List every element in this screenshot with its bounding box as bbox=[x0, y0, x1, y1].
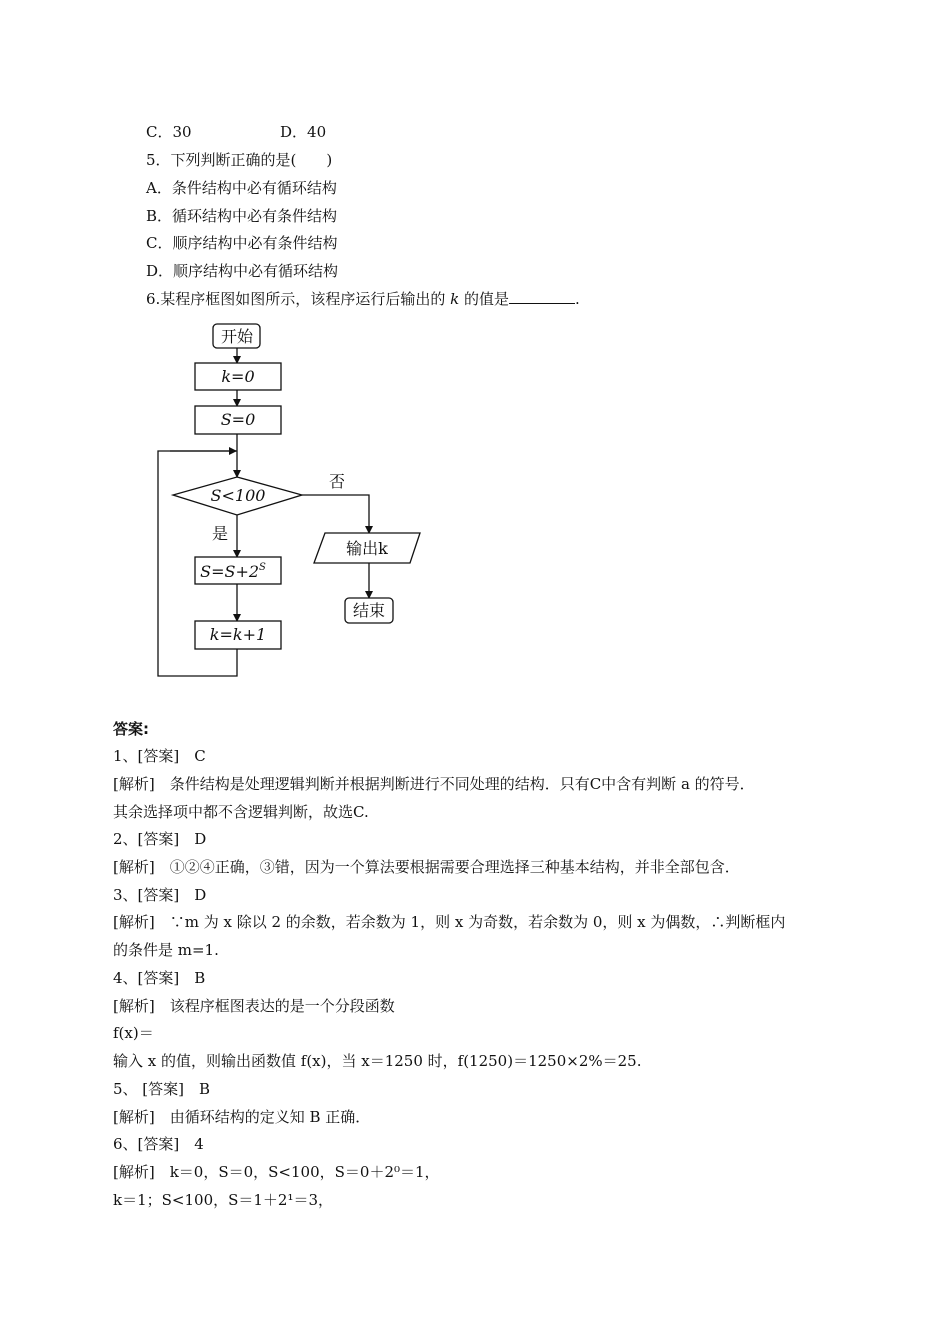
explain-1-line-2: 其余选择项中都不含逻辑判断，故选C. bbox=[113, 803, 369, 821]
explain-3-line-2: 的条件是 m=1. bbox=[113, 941, 219, 959]
answer-4: 4、[答案] B bbox=[113, 969, 206, 987]
explain-4-line-1: [解析] 该程序框图表达的是一个分段函数 bbox=[113, 997, 395, 1015]
q5-option-b: B．循环结构中必有条件结构 bbox=[146, 207, 338, 225]
init-s-label: S=0 bbox=[220, 410, 256, 429]
no-branch-line bbox=[302, 495, 369, 533]
explain-6-line-2: k＝1；S<100，S＝1＋2¹＝3， bbox=[113, 1191, 334, 1209]
q5-option-c: C．顺序结构中必有条件结构 bbox=[146, 234, 338, 252]
q6-end: . bbox=[575, 290, 580, 308]
q5-stem: 5．下列判断正确的是( ) bbox=[146, 151, 333, 169]
end-label: 结束 bbox=[352, 601, 386, 620]
update-s-text: S=S+2 bbox=[200, 562, 260, 581]
condition-label: S<100 bbox=[210, 486, 266, 505]
explain-2: [解析] ①②④正确，③错，因为一个算法要根据需要合理选择三种基本结构，并非全部包含． bbox=[113, 858, 740, 876]
exponent-s: S bbox=[259, 562, 266, 573]
output-label: 输出k bbox=[346, 539, 388, 558]
answer-6: 6、[答案] 4 bbox=[113, 1135, 204, 1153]
explain-3-line-1: [解析] ∵m 为 x 除以 2 的余数，若余数为 1，则 x 为奇数，若余数为 0，则 x 为偶数，∴判断框内 bbox=[113, 913, 786, 931]
answer-2: 2、[答案] D bbox=[113, 830, 207, 848]
q6-stem-post: 的值是 bbox=[463, 290, 509, 308]
answer-1: 1、[答案] C bbox=[113, 747, 206, 765]
answer-3: 3、[答案] D bbox=[113, 886, 207, 904]
answer-blank bbox=[509, 289, 575, 304]
q5-option-a: A．条件结构中必有循环结构 bbox=[146, 179, 337, 197]
answers-heading: 答案: bbox=[113, 720, 149, 738]
init-k-label: k=0 bbox=[221, 367, 255, 386]
no-label: 否 bbox=[328, 472, 346, 491]
start-label: 开始 bbox=[220, 327, 254, 346]
explain-1-line-1: [解析] 条件结构是处理逻辑判断并根据判断进行不同处理的结构．只有C中含有判断 a 的符号． bbox=[113, 775, 755, 793]
update-k-label: k=k+1 bbox=[209, 625, 267, 644]
q6-stem bbox=[146, 289, 580, 309]
q6-var: k bbox=[450, 290, 460, 308]
option-d: D．40 bbox=[280, 123, 327, 141]
flowchart bbox=[140, 315, 440, 695]
explain-5: [解析] 由循环结构的定义知 B 正确． bbox=[113, 1108, 371, 1126]
option-c: C．30 bbox=[146, 123, 192, 141]
explain-6-line-1: [解析] k＝0，S＝0，S<100，S＝0＋2⁰＝1， bbox=[113, 1163, 440, 1181]
yes-label: 是 bbox=[211, 524, 229, 543]
q5-option-d: D．顺序结构中必有循环结构 bbox=[146, 262, 339, 280]
update-s-label bbox=[200, 562, 266, 581]
q6-stem-pre: 6.某程序框图如图所示，该程序运行后输出的 bbox=[146, 290, 446, 308]
explain-4-line-3: 输入 x 的值，则输出函数值 f(x)，当 x＝1250 时，f(1250)＝1250×2%＝25. bbox=[113, 1052, 642, 1070]
answer-5: 5、 [答案] B bbox=[113, 1080, 211, 1098]
explain-4-line-2: f(x)＝ bbox=[113, 1024, 154, 1042]
